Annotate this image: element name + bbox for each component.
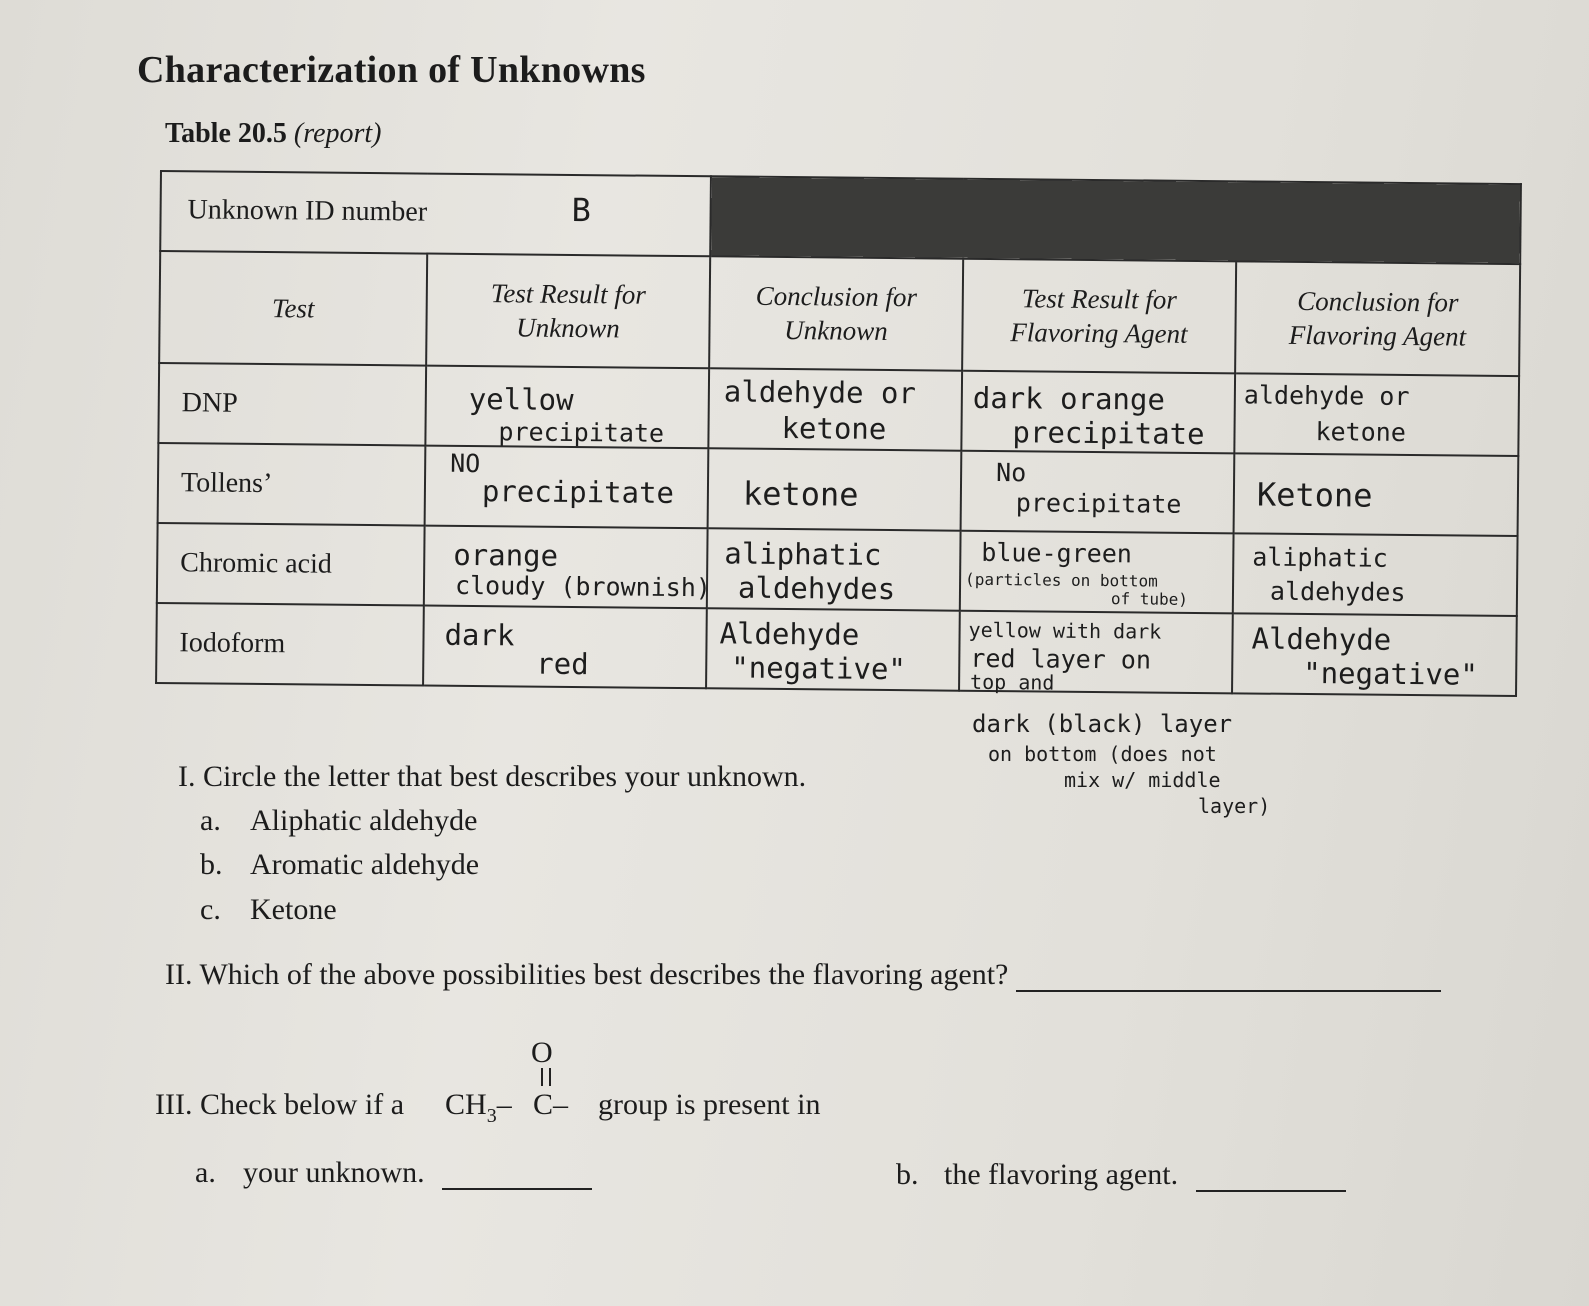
formula-subscript: 3 — [486, 1105, 497, 1127]
question-3-prefix: III. Check below if a — [155, 1088, 405, 1121]
handwriting: Aldehyde — [719, 616, 860, 652]
option-letter: c. — [200, 893, 221, 926]
handwriting-note: layer) — [1198, 794, 1271, 818]
table-caption-label: Table 20.5 — [165, 118, 287, 149]
option-c[interactable] — [200, 893, 337, 927]
table-caption-note: (report) — [293, 118, 382, 149]
handwriting: precipitate — [1012, 415, 1205, 452]
conclusion-unknown-cell — [708, 368, 962, 450]
question-2-prompt: II. Which of the above possibilities best describes the flavoring agent? — [165, 958, 1009, 991]
question-2 — [165, 958, 1441, 992]
handwriting: ketone — [781, 410, 887, 446]
handwriting: of tube) — [1110, 589, 1189, 609]
handwriting: blue-green — [981, 537, 1133, 569]
formula-bond: – — [496, 1088, 512, 1121]
result-unknown-cell — [424, 526, 712, 609]
handwriting: Aldehyde — [1251, 621, 1392, 657]
handwriting: (particles on bottom — [965, 569, 1158, 591]
carbonyl-carbon — [533, 1088, 568, 1122]
methyl-group — [445, 1088, 512, 1127]
handwriting: red layer on — [970, 643, 1152, 675]
result-flavor-cell — [959, 611, 1233, 694]
table-caption — [165, 118, 382, 150]
header-conclusion-flavor: Conclusion for Flavoring Agent — [1235, 261, 1520, 376]
handwriting: orange — [453, 537, 559, 573]
handwriting: precipitate — [1015, 488, 1182, 519]
option-text: the flavoring agent. — [944, 1158, 1179, 1191]
question-3-suffix: group is present in — [598, 1088, 821, 1121]
conclusion-flavor-cell — [1232, 613, 1517, 696]
option-b[interactable] — [200, 848, 479, 882]
test-name: DNP — [158, 363, 426, 446]
option-letter: a. — [200, 804, 221, 837]
result-unknown-cell — [423, 606, 707, 689]
handwriting: cloudy (brownish) — [454, 570, 712, 603]
handwriting: yellow — [468, 381, 574, 417]
answer-blank[interactable] — [1196, 1190, 1346, 1192]
handwriting: dark — [444, 617, 515, 653]
test-name: Tollens’ — [158, 443, 426, 526]
handwriting: aliphatic — [1252, 542, 1388, 573]
option-letter: b. — [200, 848, 223, 881]
handwriting: aldehyde or — [723, 374, 917, 411]
result-flavor-cell — [961, 451, 1235, 534]
handwriting: ketone — [1315, 417, 1406, 447]
answer-blank[interactable] — [442, 1188, 592, 1190]
unknown-id-value: B — [571, 190, 592, 230]
table-row — [156, 603, 1517, 696]
conclusion-unknown-cell — [706, 608, 960, 690]
header-result-unknown: Test Result for Unknown — [426, 254, 710, 369]
handwriting-note: mix w/ middle — [1064, 768, 1221, 792]
option-letter: a. — [195, 1156, 216, 1189]
conclusion-flavor-cell — [1233, 533, 1518, 616]
check-unknown — [195, 1156, 592, 1190]
page-title: Characterization of Unknowns — [137, 49, 646, 91]
unknown-id-cell — [160, 171, 711, 256]
result-unknown-cell — [425, 366, 709, 449]
handwriting: precipitate — [481, 474, 675, 510]
option-letter: b. — [896, 1158, 919, 1191]
test-name: Chromic acid — [157, 523, 425, 606]
header-test: Test — [159, 251, 427, 366]
handwriting-note: dark (black) layer — [972, 710, 1233, 738]
handwriting: precipitate — [498, 417, 665, 448]
question-1-prompt: I. Circle the letter that best describes your unknown. — [178, 760, 807, 793]
handwriting: yellow with dark — [968, 617, 1162, 644]
formula-bond: – — [553, 1088, 569, 1121]
option-a[interactable] — [200, 804, 477, 838]
header-row — [159, 251, 1520, 376]
conclusion-unknown-cell — [708, 448, 962, 530]
carbonyl-oxygen: O — [531, 1036, 553, 1069]
handwriting: dark orange — [972, 380, 1166, 417]
header-conclusion-unknown: Conclusion for Unknown — [709, 256, 963, 370]
option-text: your unknown. — [243, 1156, 425, 1189]
result-flavor-cell — [961, 371, 1235, 454]
conclusion-flavor-cell — [1234, 453, 1519, 536]
handwriting: aldehydes — [737, 570, 896, 607]
header-result-flavor: Test Result for Flavoring Agent — [962, 259, 1236, 374]
answer-blank[interactable] — [1016, 990, 1441, 992]
handwriting: No — [995, 458, 1027, 488]
handwriting: aliphatic — [724, 536, 882, 572]
handwriting: Ketone — [1256, 475, 1373, 515]
table-row — [157, 523, 1518, 616]
shaded-header-cell — [710, 176, 1521, 264]
option-text: Aliphatic aldehyde — [250, 804, 478, 837]
formula-ch: CH — [445, 1088, 487, 1121]
formula-carbon: C — [533, 1088, 554, 1121]
conclusion-unknown-cell — [707, 528, 961, 610]
handwriting: top and — [970, 669, 1055, 695]
results-table — [155, 170, 1522, 697]
handwriting: aldehyde or — [1243, 380, 1410, 412]
handwriting: "negative" — [731, 650, 907, 687]
handwriting-note: on bottom (does not — [988, 742, 1217, 766]
double-bond-icon — [541, 1068, 551, 1086]
table-row — [158, 443, 1519, 536]
handwriting: "negative" — [1303, 655, 1478, 692]
result-flavor-cell — [960, 531, 1234, 614]
check-flavoring-agent — [896, 1158, 1346, 1192]
handwriting: aldehydes — [1269, 576, 1406, 607]
conclusion-flavor-cell — [1234, 373, 1519, 456]
option-text: Aromatic aldehyde — [250, 848, 480, 881]
test-name: Iodoform — [156, 603, 424, 686]
table-row — [158, 363, 1519, 456]
handwriting: NO — [450, 448, 481, 479]
option-text: Ketone — [250, 893, 337, 926]
unknown-id-row — [160, 171, 1521, 264]
handwriting: ketone — [742, 474, 859, 514]
result-unknown-cell — [425, 446, 709, 529]
unknown-id-label: Unknown ID number — [187, 194, 428, 228]
handwriting: red — [536, 646, 589, 682]
